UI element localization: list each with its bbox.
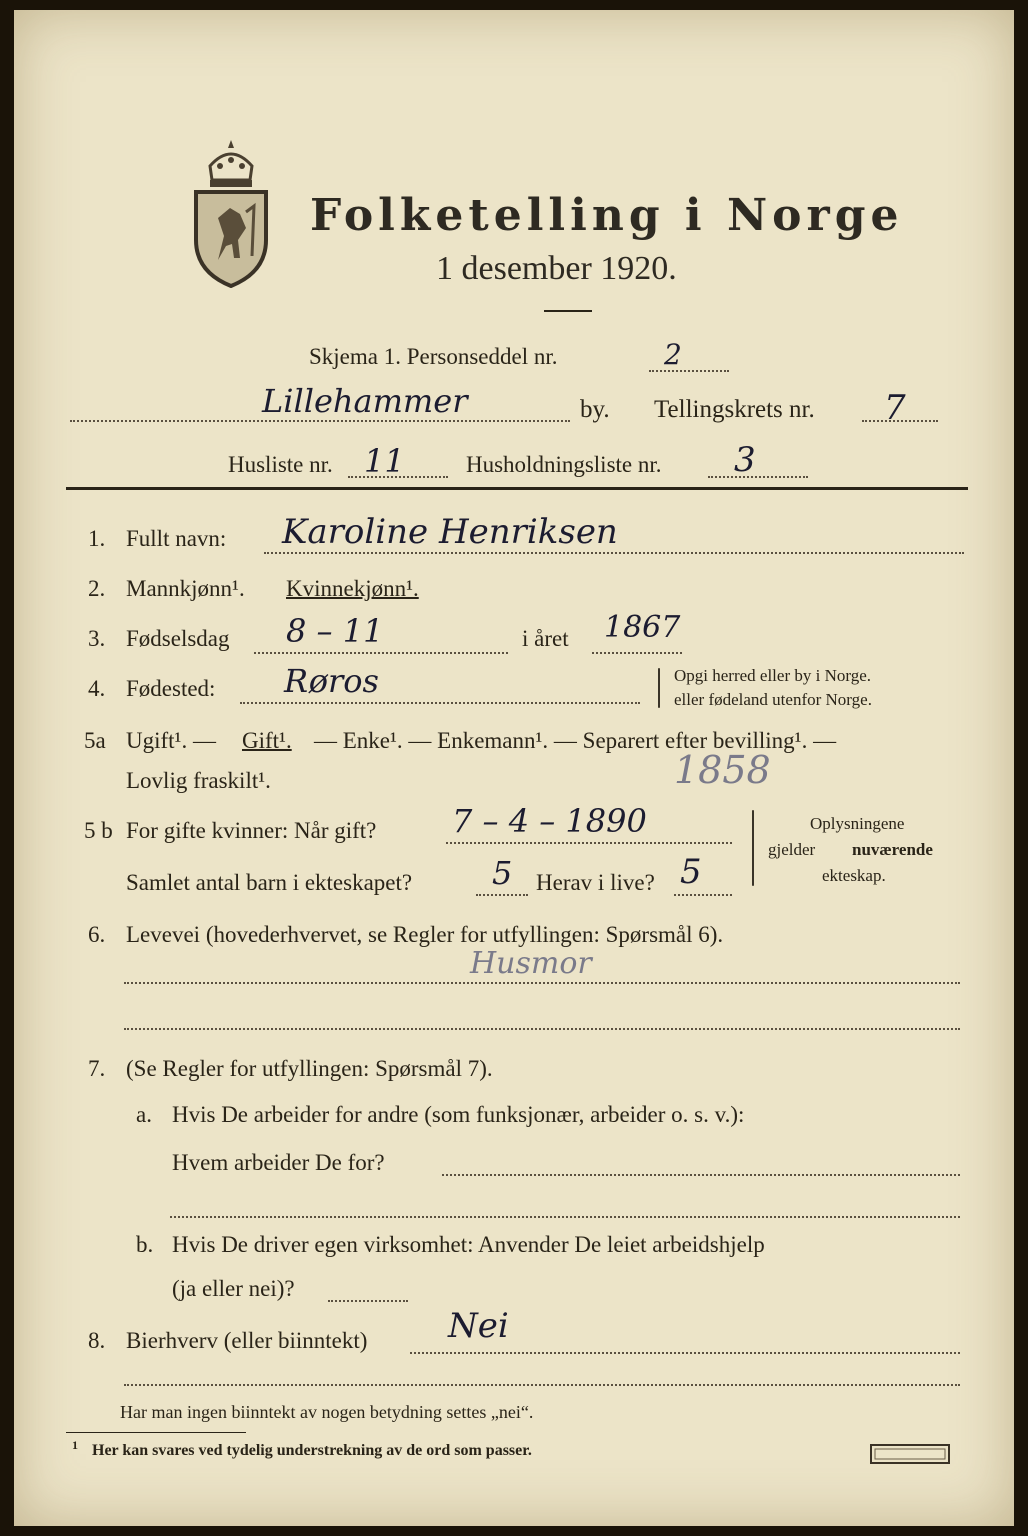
skjema-value[interactable]: 2 (664, 338, 682, 371)
q8-label: Bierhverv (eller biinntekt) (126, 1328, 368, 1353)
q3-number: 3. (88, 626, 106, 651)
q5b-note-2b: nuværende (852, 840, 933, 859)
footnote-mark: 1 (72, 1438, 78, 1452)
q2-number: 2. (88, 576, 106, 601)
husliste-label: Husliste nr. (228, 452, 333, 477)
q1-line (264, 552, 964, 554)
q5b-value[interactable]: 7 – 4 – 1890 (452, 802, 647, 840)
q6-value[interactable]: Husmor (470, 946, 592, 981)
q8-value[interactable]: Nei (448, 1306, 509, 1346)
q7a-question: Hvem arbeider De for? (172, 1150, 385, 1175)
q6-number: 6. (88, 922, 106, 947)
q8-line-2 (124, 1384, 960, 1386)
q5a-gift[interactable]: Gift¹. (242, 728, 292, 753)
q4-number: 4. (88, 676, 106, 701)
q7b-letter: b. (136, 1232, 154, 1257)
q7a-line-1 (442, 1174, 960, 1176)
q7a-text: Hvis De arbeider for andre (som funksjonær, arbeider o. s. v.): (172, 1102, 745, 1127)
q3-year-line (592, 652, 682, 654)
q3-year-label: i året (522, 626, 569, 651)
krets-value[interactable]: 7 (884, 388, 906, 428)
q2-female[interactable]: Kvinnekjønn¹. (286, 576, 419, 601)
q7b-line (328, 1300, 408, 1302)
q7a-letter: a. (136, 1102, 152, 1127)
q5a-margin-note: 1858 (674, 748, 771, 792)
q5b-note-3: ekteskap. (822, 866, 886, 885)
coat-of-arms-icon (190, 136, 272, 288)
q5b-number: 5 b (84, 818, 113, 843)
husholdning-label: Husholdningsliste nr. (466, 452, 662, 477)
q4-label: Fødested: (126, 676, 216, 701)
q8-line (410, 1352, 960, 1354)
q4-brace (658, 668, 660, 708)
krets-label: Tellingskrets nr. (654, 396, 815, 423)
q5b-note-2: gjelder (768, 840, 816, 859)
footnote-text: Her kan svares ved tydelig understrekning av de ord som passer. (92, 1442, 532, 1459)
q5a-rest: — Enke¹. — Enkemann¹. — Separert efter bevilling¹. — (314, 728, 837, 753)
q7b-question: (ja eller nei)? (172, 1276, 295, 1301)
q3-line (254, 652, 508, 654)
q7b-text: Hvis De driver egen virksomhet: Anvender De leiet arbeidshjelp (172, 1232, 765, 1257)
q4-value[interactable]: Røros (284, 662, 379, 700)
by-label: by. (580, 396, 610, 423)
q1-label: Fullt navn: (126, 526, 227, 551)
q5b-barn-value[interactable]: 5 (492, 854, 513, 892)
q4-note-2: eller fødeland utenfor Norge. (674, 690, 872, 709)
q5a-fraskilt: Lovlig fraskilt¹. (126, 768, 271, 793)
q3-value[interactable]: 8 – 11 (286, 612, 384, 650)
printer-stamp-icon (870, 1444, 950, 1464)
q3-label: Fødselsdag (126, 626, 230, 651)
q5a-ugift: Ugift¹. — (126, 728, 216, 753)
husholdning-line (708, 476, 808, 478)
title-divider (544, 310, 592, 312)
footnote-rule (66, 1432, 246, 1433)
q8-number: 8. (88, 1328, 106, 1353)
q5a-number: 5a (84, 728, 106, 753)
husholdning-value[interactable]: 3 (734, 440, 756, 480)
q6-line-2 (124, 1028, 960, 1030)
q5b-brace (752, 810, 754, 886)
q6-line-1 (124, 982, 960, 984)
q5b-barn-line (476, 894, 528, 896)
q7-number: 7. (88, 1056, 106, 1081)
q5b-live-line (674, 894, 732, 896)
q5b-live-value[interactable]: 5 (680, 852, 702, 892)
q4-line (240, 702, 640, 704)
form-title: Folketelling i Norge (310, 190, 904, 241)
q5b-label: For gifte kvinner: Når gift? (126, 818, 377, 843)
q5b-live-label: Herav i live? (536, 870, 655, 895)
q1-number: 1. (88, 526, 106, 551)
q5b-line (446, 842, 732, 844)
q2-male: Mannkjønn¹. (126, 576, 245, 601)
census-form (14, 10, 1014, 1526)
census-date: 1 desember 1920. (436, 250, 677, 287)
q4-note-1: Opgi herred eller by i Norge. (674, 666, 872, 685)
town-value[interactable]: Lillehammer (262, 382, 468, 420)
q3-year-value[interactable]: 1867 (604, 610, 681, 645)
q7a-line-2 (170, 1216, 960, 1218)
husliste-value[interactable]: 11 (364, 442, 405, 480)
bottom-note: Har man ingen biinntekt av nogen betydning settes „nei“. (120, 1402, 534, 1422)
q6-label: Levevei (hovederhvervet, se Regler for utfyllingen: Spørsmål 6). (126, 922, 724, 947)
q5b-note-1: Oplysningene (810, 814, 905, 833)
q1-value[interactable]: Karoline Henriksen (282, 512, 618, 552)
skjema-line (649, 370, 729, 372)
skjema-label: Skjema 1. Personseddel nr. (309, 344, 558, 369)
town-line (70, 420, 570, 422)
q5b-barn-label: Samlet antal barn i ekteskapet? (126, 870, 413, 895)
q7-label: (Se Regler for utfyllingen: Spørsmål 7). (126, 1056, 493, 1081)
header-rule (66, 487, 968, 490)
